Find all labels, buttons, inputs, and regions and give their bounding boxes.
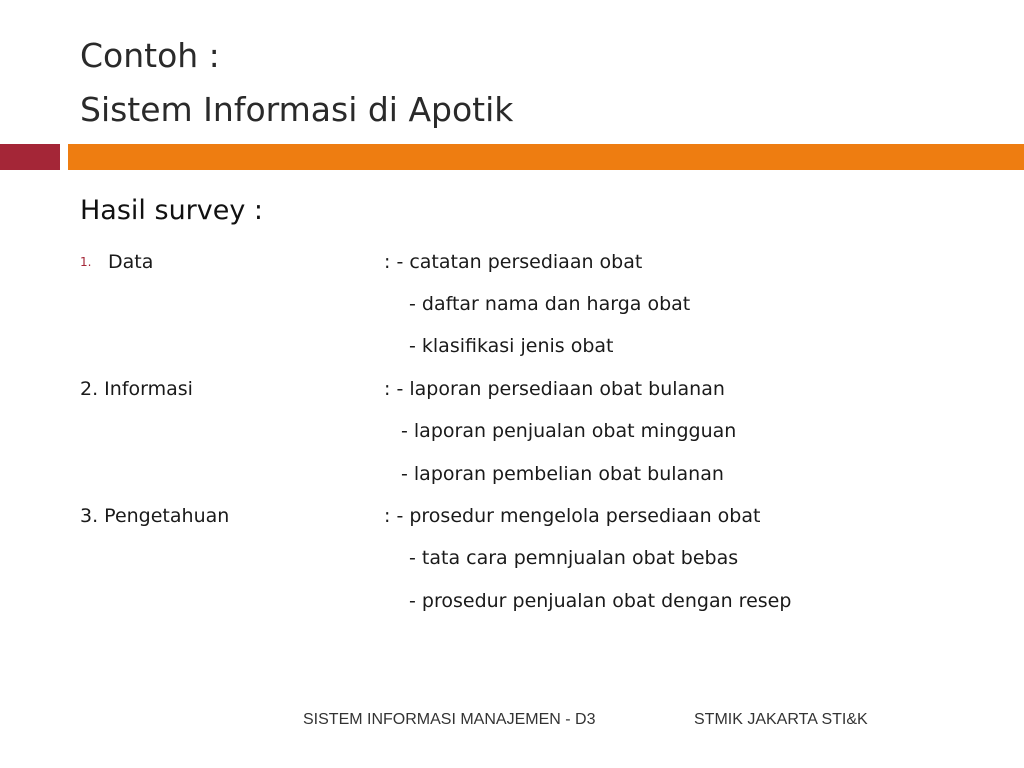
item-3-label: 3. Pengetahuan [80,505,230,527]
item-1-line-3: - klasifikasi jenis obat [409,335,614,357]
list-marker-1: 1. [80,255,92,269]
item-1-line-2: - daftar nama dan harga obat [409,293,691,315]
item-2-line-1: : - laporan persediaan obat bulanan [384,378,725,400]
survey-heading: Hasil survey : [80,195,264,226]
item-2-label: 2. Informasi [80,378,193,400]
item-2-line-3: - laporan pembelian obat bulanan [401,463,724,485]
footer-course: SISTEM INFORMASI MANAJEMEN - D3 [303,711,596,728]
item-3-line-3: - prosedur penjualan obat dengan resep [409,590,792,612]
item-3-line-2: - tata cara pemnjualan obat bebas [409,547,739,569]
item-2-line-2: - laporan penjualan obat mingguan [401,420,737,442]
slide-title-line-1: Contoh : [80,36,220,75]
slide-title-line-2: Sistem Informasi di Apotik [80,90,514,129]
item-3-line-1: : - prosedur mengelola persediaan obat [384,505,761,527]
footer-institution: STMIK JAKARTA STI&K [694,711,868,728]
accent-bar-orange [68,144,1024,170]
accent-bar-red [0,144,60,170]
item-1-line-1: : - catatan persediaan obat [384,251,643,273]
item-1-label: Data [108,251,154,273]
